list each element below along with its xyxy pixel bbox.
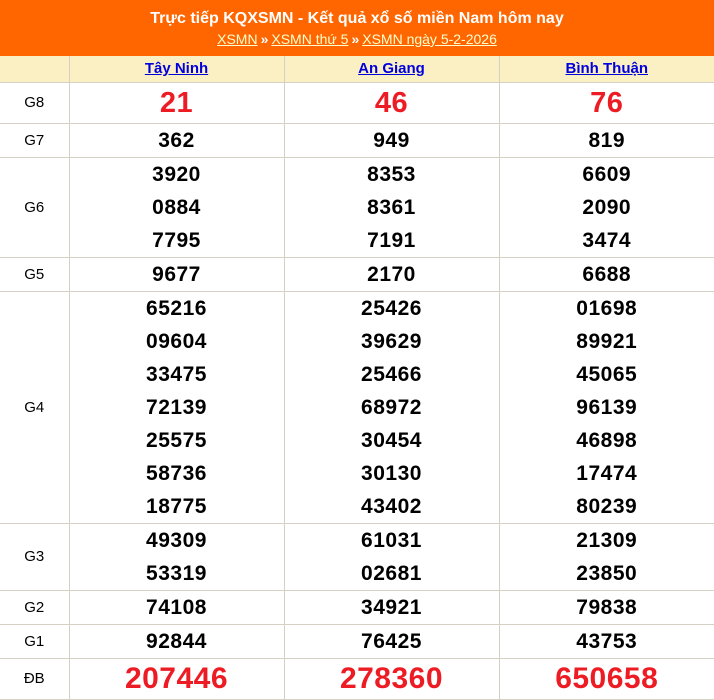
prize-number: 76 <box>590 86 624 119</box>
prize-label-db: ĐB <box>0 658 69 699</box>
prize-number: 80239 <box>576 494 638 518</box>
result-cell <box>69 523 284 590</box>
prize-number: 23850 <box>576 561 638 585</box>
prize-number: 68972 <box>361 395 422 419</box>
prize-label-g7: G7 <box>0 123 69 157</box>
prize-number: 96139 <box>576 395 638 419</box>
result-cell <box>69 257 284 291</box>
page-title: Trực tiếp KQXSMN - Kết quả xổ số miền Nam hôm nay <box>150 10 564 27</box>
prize-number: 9677 <box>152 262 201 286</box>
prize-row-db <box>0 658 714 699</box>
prize-number: 74108 <box>146 595 207 619</box>
prize-row-g7 <box>0 123 714 157</box>
prize-number: 61031 <box>361 528 422 552</box>
result-cell <box>69 658 284 699</box>
prize-label-g4: G4 <box>0 291 69 523</box>
prize-number: 2090 <box>582 195 632 219</box>
prize-number: 34921 <box>361 595 422 619</box>
prize-label-g8: G8 <box>0 82 69 123</box>
result-cell <box>69 624 284 658</box>
prize-number: 278360 <box>339 661 444 695</box>
result-cell <box>499 658 714 699</box>
breadcrumb-separator: » <box>260 31 269 47</box>
prize-number: 25466 <box>361 362 422 386</box>
prize-number: 25575 <box>146 428 207 452</box>
result-cell <box>499 257 714 291</box>
prize-number: 43753 <box>576 629 638 653</box>
prize-number: 53319 <box>146 561 207 585</box>
result-cell <box>284 257 499 291</box>
result-cell <box>499 157 714 257</box>
breadcrumb-separator: » <box>351 31 360 47</box>
result-cell <box>69 291 284 523</box>
prize-row-g5 <box>0 257 714 291</box>
prize-number: 949 <box>373 128 410 152</box>
prize-number: 3920 <box>152 162 201 186</box>
result-cell <box>284 82 499 123</box>
breadcrumb-link-xsmn-ngay-5-2-2026[interactable]: XSMN ngày 5-2-2026 <box>362 31 497 47</box>
result-cell <box>284 123 499 157</box>
breadcrumb-link-xsmn-thu-5[interactable]: XSMN thứ 5 <box>271 31 349 47</box>
prize-number: 92844 <box>146 629 207 653</box>
prize-number: 09604 <box>146 329 207 353</box>
result-cell <box>284 658 499 699</box>
province-link-an-giang[interactable]: An Giang <box>358 59 425 77</box>
prize-number: 58736 <box>146 461 207 485</box>
prize-number: 65216 <box>146 296 207 320</box>
prize-label-g5: G5 <box>0 257 69 291</box>
result-cell <box>284 624 499 658</box>
result-cell <box>69 123 284 157</box>
prize-number: 43402 <box>361 494 422 518</box>
prize-number: 79838 <box>576 595 638 619</box>
column-header-binh-thuan <box>499 56 714 82</box>
result-cell <box>499 123 714 157</box>
prize-number: 8353 <box>367 162 416 186</box>
prize-number: 46898 <box>576 428 638 452</box>
prize-row-g1 <box>0 624 714 658</box>
prize-number: 76425 <box>361 629 422 653</box>
prize-number: 30454 <box>361 428 422 452</box>
result-cell <box>284 291 499 523</box>
prize-label-g3: G3 <box>0 523 69 590</box>
column-header-row <box>0 56 714 82</box>
page-header <box>0 0 714 56</box>
prize-number: 819 <box>588 128 626 152</box>
prize-number: 45065 <box>576 362 638 386</box>
prize-number: 17474 <box>576 461 638 485</box>
prize-number: 30130 <box>361 461 422 485</box>
prize-label-g2: G2 <box>0 590 69 624</box>
prize-row-g2 <box>0 590 714 624</box>
breadcrumb <box>0 30 714 48</box>
prize-number: 7795 <box>152 228 201 252</box>
result-cell <box>499 590 714 624</box>
province-link-tay-ninh[interactable]: Tây Ninh <box>144 59 209 77</box>
prize-number: 46 <box>374 86 409 119</box>
prize-number: 6609 <box>582 162 632 186</box>
prize-row-g4 <box>0 291 714 523</box>
result-cell <box>499 291 714 523</box>
prize-number: 49309 <box>146 528 207 552</box>
prize-label-g1: G1 <box>0 624 69 658</box>
prize-number: 01698 <box>576 296 638 320</box>
prize-row-g6 <box>0 157 714 257</box>
column-header-an-giang <box>284 56 499 82</box>
prize-number: 650658 <box>555 661 659 695</box>
prize-number: 0884 <box>152 195 201 219</box>
prize-number: 89921 <box>576 329 638 353</box>
prize-number: 21 <box>159 86 194 119</box>
prize-number: 8361 <box>367 195 416 219</box>
prize-number: 7191 <box>367 228 416 252</box>
prize-number: 33475 <box>146 362 207 386</box>
prize-number: 25426 <box>361 296 422 320</box>
prize-row-g8 <box>0 82 714 123</box>
prize-number: 207446 <box>124 661 229 695</box>
prize-row-g3 <box>0 523 714 590</box>
prize-number: 362 <box>158 128 195 152</box>
prize-number: 39629 <box>361 329 422 353</box>
prize-number: 6688 <box>582 262 632 286</box>
result-cell <box>499 82 714 123</box>
result-cell <box>284 157 499 257</box>
prize-number: 18775 <box>146 494 207 518</box>
result-cell <box>69 590 284 624</box>
result-cell <box>69 82 284 123</box>
prize-number: 3474 <box>582 228 632 252</box>
result-cell <box>284 523 499 590</box>
result-cell <box>69 157 284 257</box>
province-link-binh-thuan[interactable]: Bình Thuận <box>565 59 648 77</box>
corner-cell <box>0 56 69 82</box>
result-cell <box>499 523 714 590</box>
results-table <box>0 56 714 700</box>
prize-number: 02681 <box>361 561 422 585</box>
prize-number: 72139 <box>146 395 207 419</box>
result-cell <box>284 590 499 624</box>
result-cell <box>499 624 714 658</box>
column-header-tay-ninh <box>69 56 284 82</box>
breadcrumb-link-xsmn[interactable]: XSMN <box>217 31 258 47</box>
prize-number: 21309 <box>576 528 638 552</box>
prize-label-g6: G6 <box>0 157 69 257</box>
prize-number: 2170 <box>367 262 416 286</box>
